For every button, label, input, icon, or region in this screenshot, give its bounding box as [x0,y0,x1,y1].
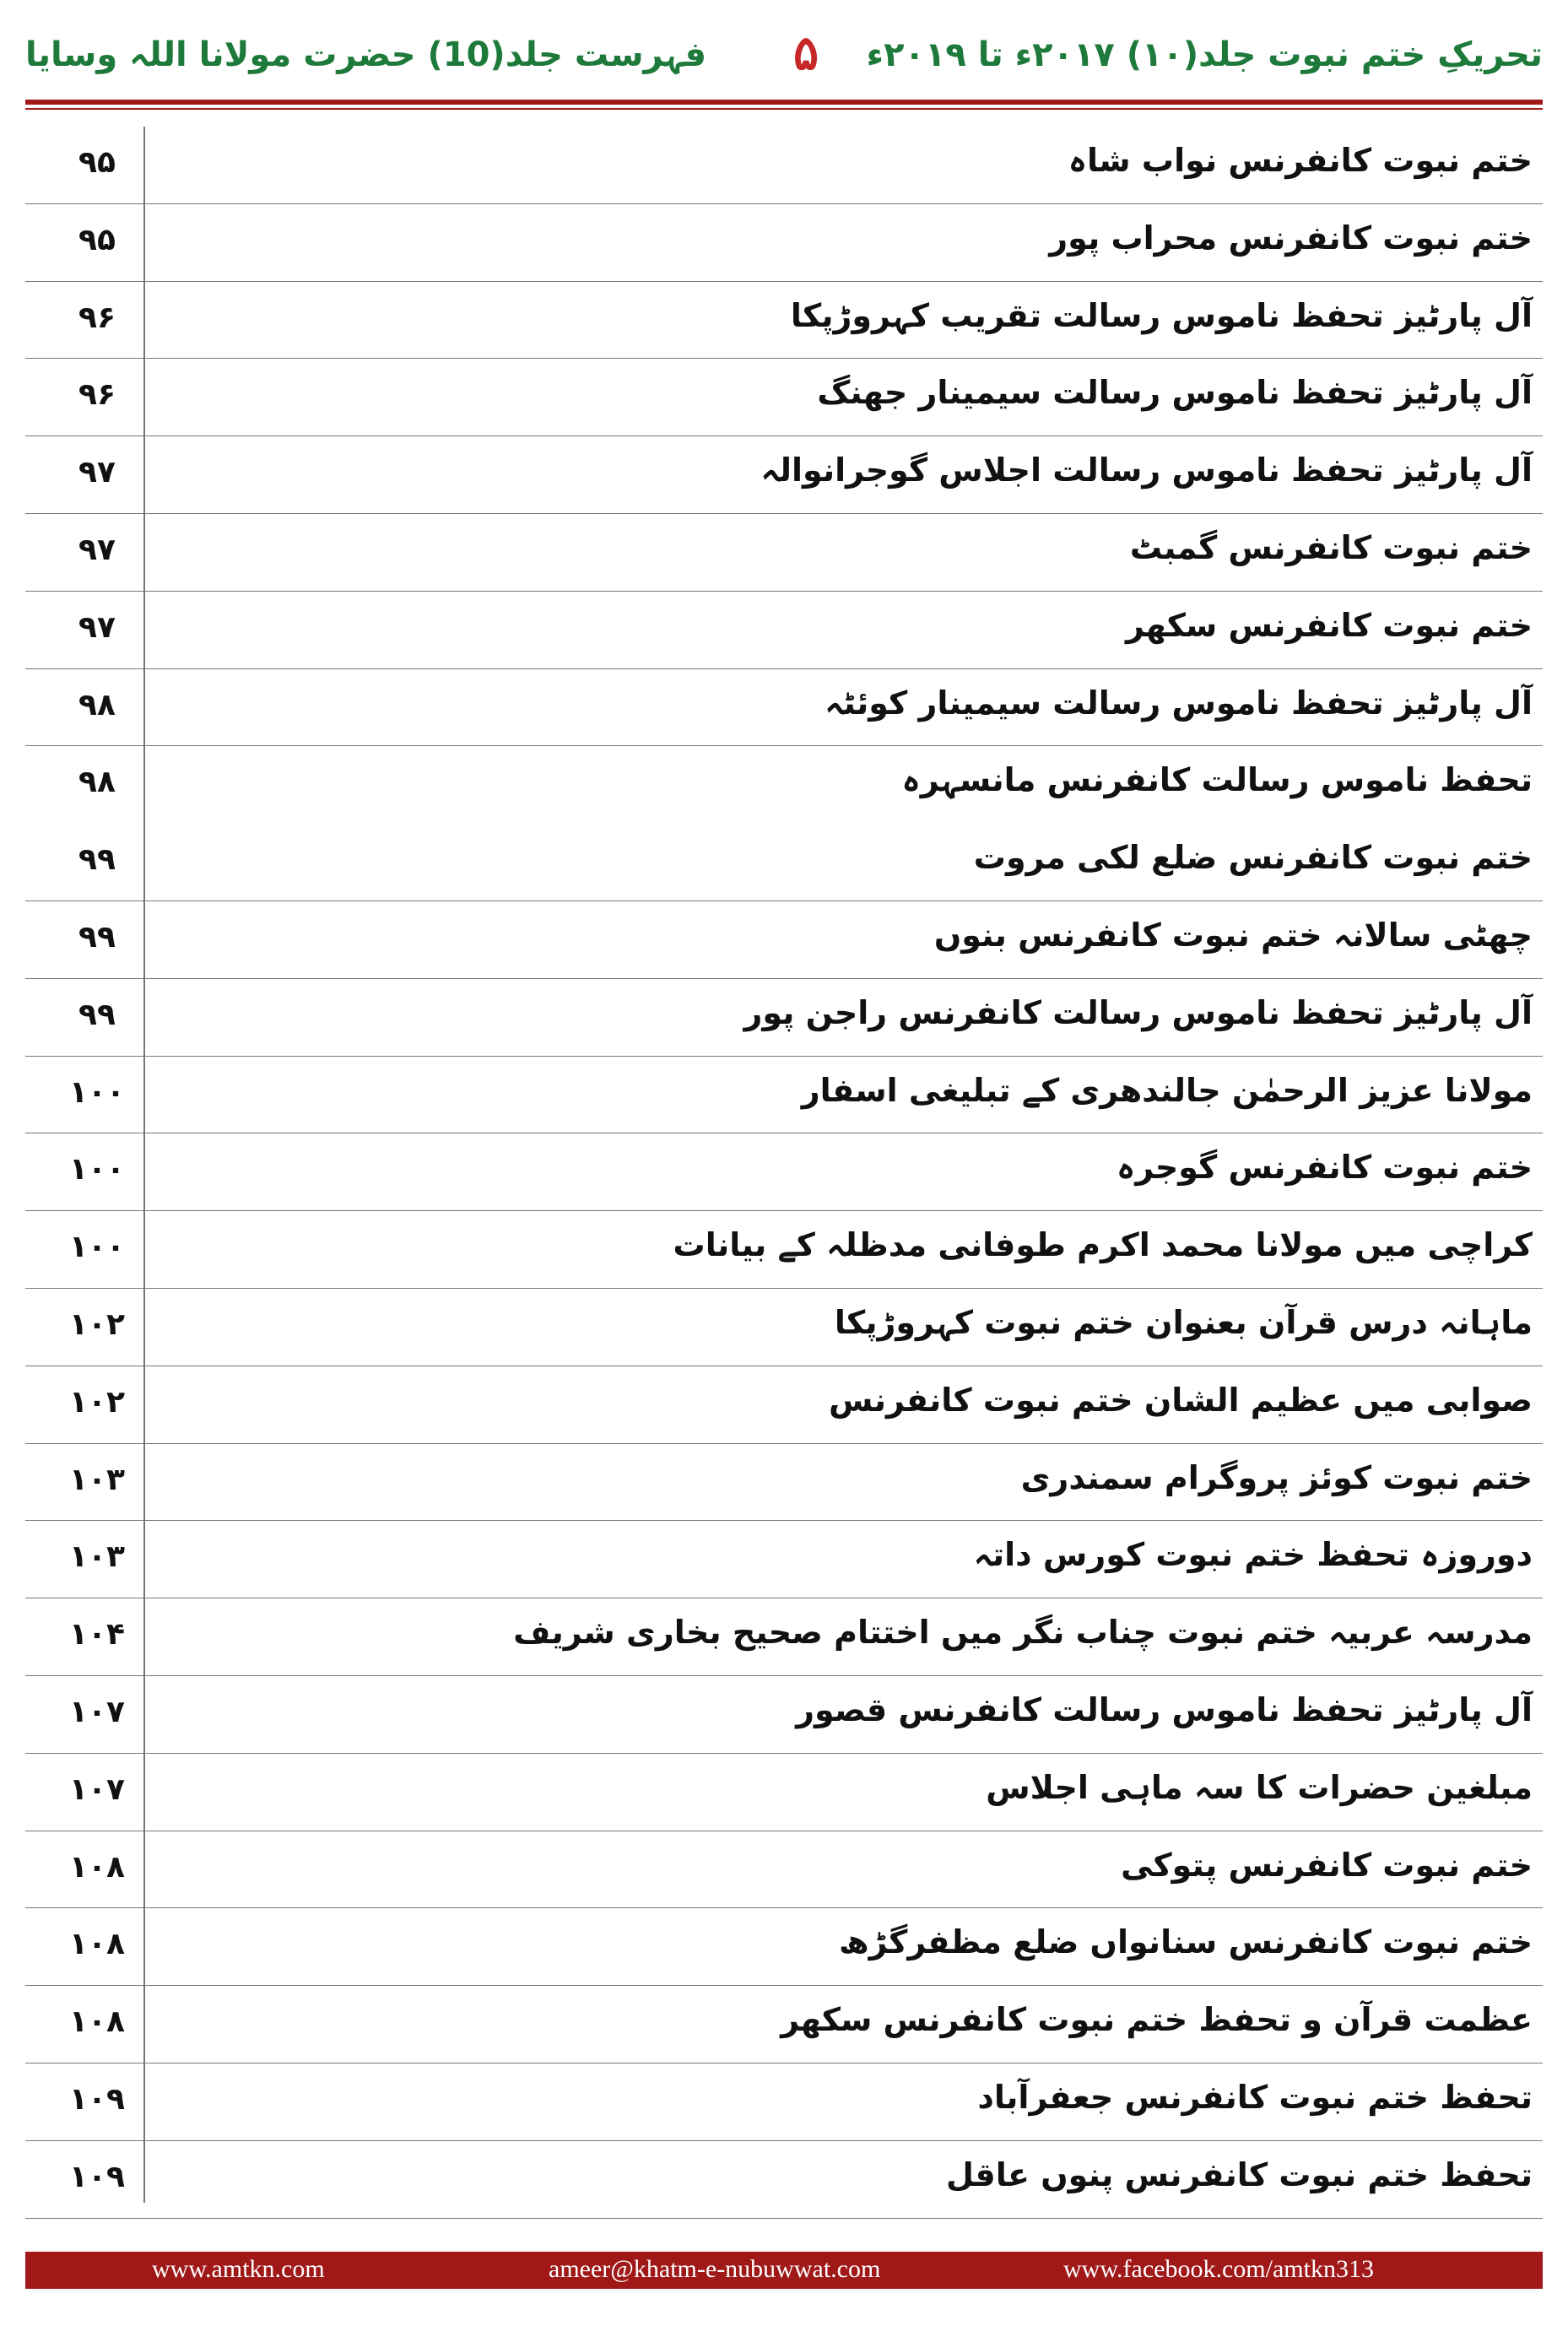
toc-row [25,2141,1543,2219]
toc-entry-title: مبلغین حضرات کا سہ ماہی اجلاس [986,1768,1533,1806]
toc-row [25,1133,1543,1211]
toc-row [25,127,1543,204]
toc-entry-page: ۹۶ [78,377,116,413]
toc-entry-title: مولانا عزیز الرحمٰن جالندھری کے تبلیغی اسفار [801,1071,1533,1109]
toc-row [25,1289,1543,1366]
footer-facebook-link[interactable]: www.facebook.com/amtkn313 [1063,2255,1374,2283]
toc-entry-title: مدرسہ عربیہ ختم نبوت چناب نگر میں اختتام صحیح بخاری شریف [513,1614,1533,1652]
toc-entry-title: ختم نبوت کانفرنس سکھر [1126,606,1533,644]
toc-entry-title: آل پارٹیز تحفظ ناموس رسالت کانفرنس قصور [796,1690,1533,1728]
toc-entry-title: دوروزہ تحفظ ختم نبوت کورس داتہ [973,1536,1533,1574]
toc-row [25,514,1543,592]
toc-entry-page: ۹۹ [78,919,116,955]
toc-entry-title: ختم نبوت کانفرنس نواب شاہ [1068,142,1533,179]
toc-entry-page: ۱۰۷ [69,1694,125,1729]
header-volume-title: تحریکِ ختم نبوت جلد(۱۰) ۲۰۱۷ء تا ۲۰۱۹ء [866,35,1543,74]
toc-row [25,1598,1543,1676]
toc-entry-title: ختم نبوت کوئز پروگرام سمندری [1020,1458,1533,1496]
page-footer [25,2252,1543,2289]
toc-entry-title: چھٹی سالانہ ختم نبوت کانفرنس بنوں [933,916,1533,954]
toc-entry-title: ختم نبوت کانفرنس گوجرہ [1117,1149,1533,1187]
toc-entry-page: ۹۷ [78,532,116,567]
toc-entry-title: تحفظ ناموس رسالت کانفرنس مانسہرہ [901,761,1533,799]
toc-row [25,901,1543,979]
header-divider-thin [25,108,1543,110]
toc-row [25,204,1543,282]
toc-entry-page: ۱۰۲ [69,1306,125,1342]
toc-row [25,359,1543,436]
toc-entry-page: ۱۰۷ [69,1771,125,1807]
toc-row [25,1521,1543,1598]
toc-row [25,282,1543,360]
toc-entry-page: ۱۰۴ [69,1617,125,1652]
toc-entry-page: ۱۰۳ [69,1539,125,1575]
page-header [25,25,1543,93]
toc-entry-title: آل پارٹیز تحفظ ناموس رسالت سیمینار کوئٹہ [825,684,1533,722]
footer-website-link[interactable]: www.amtkn.com [152,2255,325,2283]
toc-entry-page: ۹۶ [78,300,116,335]
toc-entry-page: ۱۰۰ [69,1230,125,1265]
toc-entry-page: ۹۹ [78,842,116,878]
toc-entry-page: ۹۹ [78,997,116,1032]
toc-row [25,1831,1543,1909]
toc-entry-page: ۹۷ [78,455,116,490]
toc-entry-page: ۱۰۰ [69,1152,125,1187]
toc-entry-title: آل پارٹیز تحفظ ناموس رسالت کانفرنس راجن پور [743,993,1533,1031]
toc-entry-page: ۱۰۸ [69,2004,125,2040]
toc-row [25,1908,1543,1986]
toc-entry-title: آل پارٹیز تحفظ ناموس رسالت تقریب کہروڑپکا [790,296,1533,334]
toc-entry-title: ختم نبوت کانفرنس ضلع لکی مروت [973,839,1533,877]
toc-entry-page: ۱۰۹ [69,2081,125,2117]
toc-row [25,1986,1543,2063]
header-page-number: ۵ [793,25,819,81]
toc-row [25,824,1543,901]
toc-entry-page: ۹۸ [78,765,116,800]
toc-entry-title: کراچی میں مولانا محمد اکرم طوفانی مدظلہ کے بیانات [673,1226,1533,1264]
toc-entry-page: ۱۰۹ [69,2159,125,2194]
toc-entry-title: عظمت قرآن و تحفظ ختم نبوت کانفرنس سکھر [781,2001,1533,2039]
header-book-index-title: فہرست جلد(10) حضرت مولانا اللہ وسایا [25,35,707,74]
toc-entry-title: تحفظ ختم نبوت کانفرنس جعفرآباد [977,2078,1533,2116]
toc-row [25,592,1543,669]
table-of-contents [25,127,1543,2219]
toc-entry-page: ۱۰۸ [69,1849,125,1885]
toc-entry-title: ماہانہ درس قرآن بعنوان ختم نبوت کہروڑپکا [834,1303,1533,1341]
toc-row [25,669,1543,747]
toc-entry-page: ۱۰۸ [69,1927,125,1962]
toc-entry-page: ۹۸ [78,687,116,722]
footer-email-link[interactable]: ameer@khatm-e-nubuwwat.com [549,2255,881,2283]
toc-row [25,1366,1543,1444]
toc-row [25,1057,1543,1134]
toc-entry-page: ۹۵ [78,145,116,180]
toc-row [25,1754,1543,1831]
toc-row [25,1211,1543,1289]
toc-row [25,979,1543,1057]
toc-entry-title: آل پارٹیز تحفظ ناموس رسالت اجلاس گوجرانوالہ [760,452,1533,489]
toc-entry-page: ۱۰۲ [69,1384,125,1420]
toc-row [25,2063,1543,2141]
toc-entry-title: آل پارٹیز تحفظ ناموس رسالت سیمینار جھنگ [817,374,1533,412]
toc-row [25,436,1543,514]
toc-entry-page: ۹۷ [78,609,116,645]
toc-entry-page: ۹۵ [78,222,116,257]
toc-entry-title: ختم نبوت کانفرنس گمبٹ [1129,528,1533,566]
toc-entry-title: صوابی میں عظیم الشان ختم نبوت کانفرنس [829,1381,1533,1419]
toc-entry-title: ختم نبوت کانفرنس پتوکی [1121,1846,1533,1884]
toc-entry-title: تحفظ ختم نبوت کانفرنس پنوں عاقل [945,2155,1533,2193]
toc-row [25,746,1543,824]
toc-row [25,1676,1543,1754]
toc-row [25,1444,1543,1522]
header-divider-thick [25,100,1543,105]
toc-entry-page: ۱۰۳ [69,1462,125,1497]
toc-entry-title: ختم نبوت کانفرنس سنانواں ضلع مظفرگڑھ [838,1923,1533,1961]
toc-entry-page: ۱۰۰ [69,1074,125,1110]
toc-entry-title: ختم نبوت کانفرنس محراب پور [1049,219,1533,257]
